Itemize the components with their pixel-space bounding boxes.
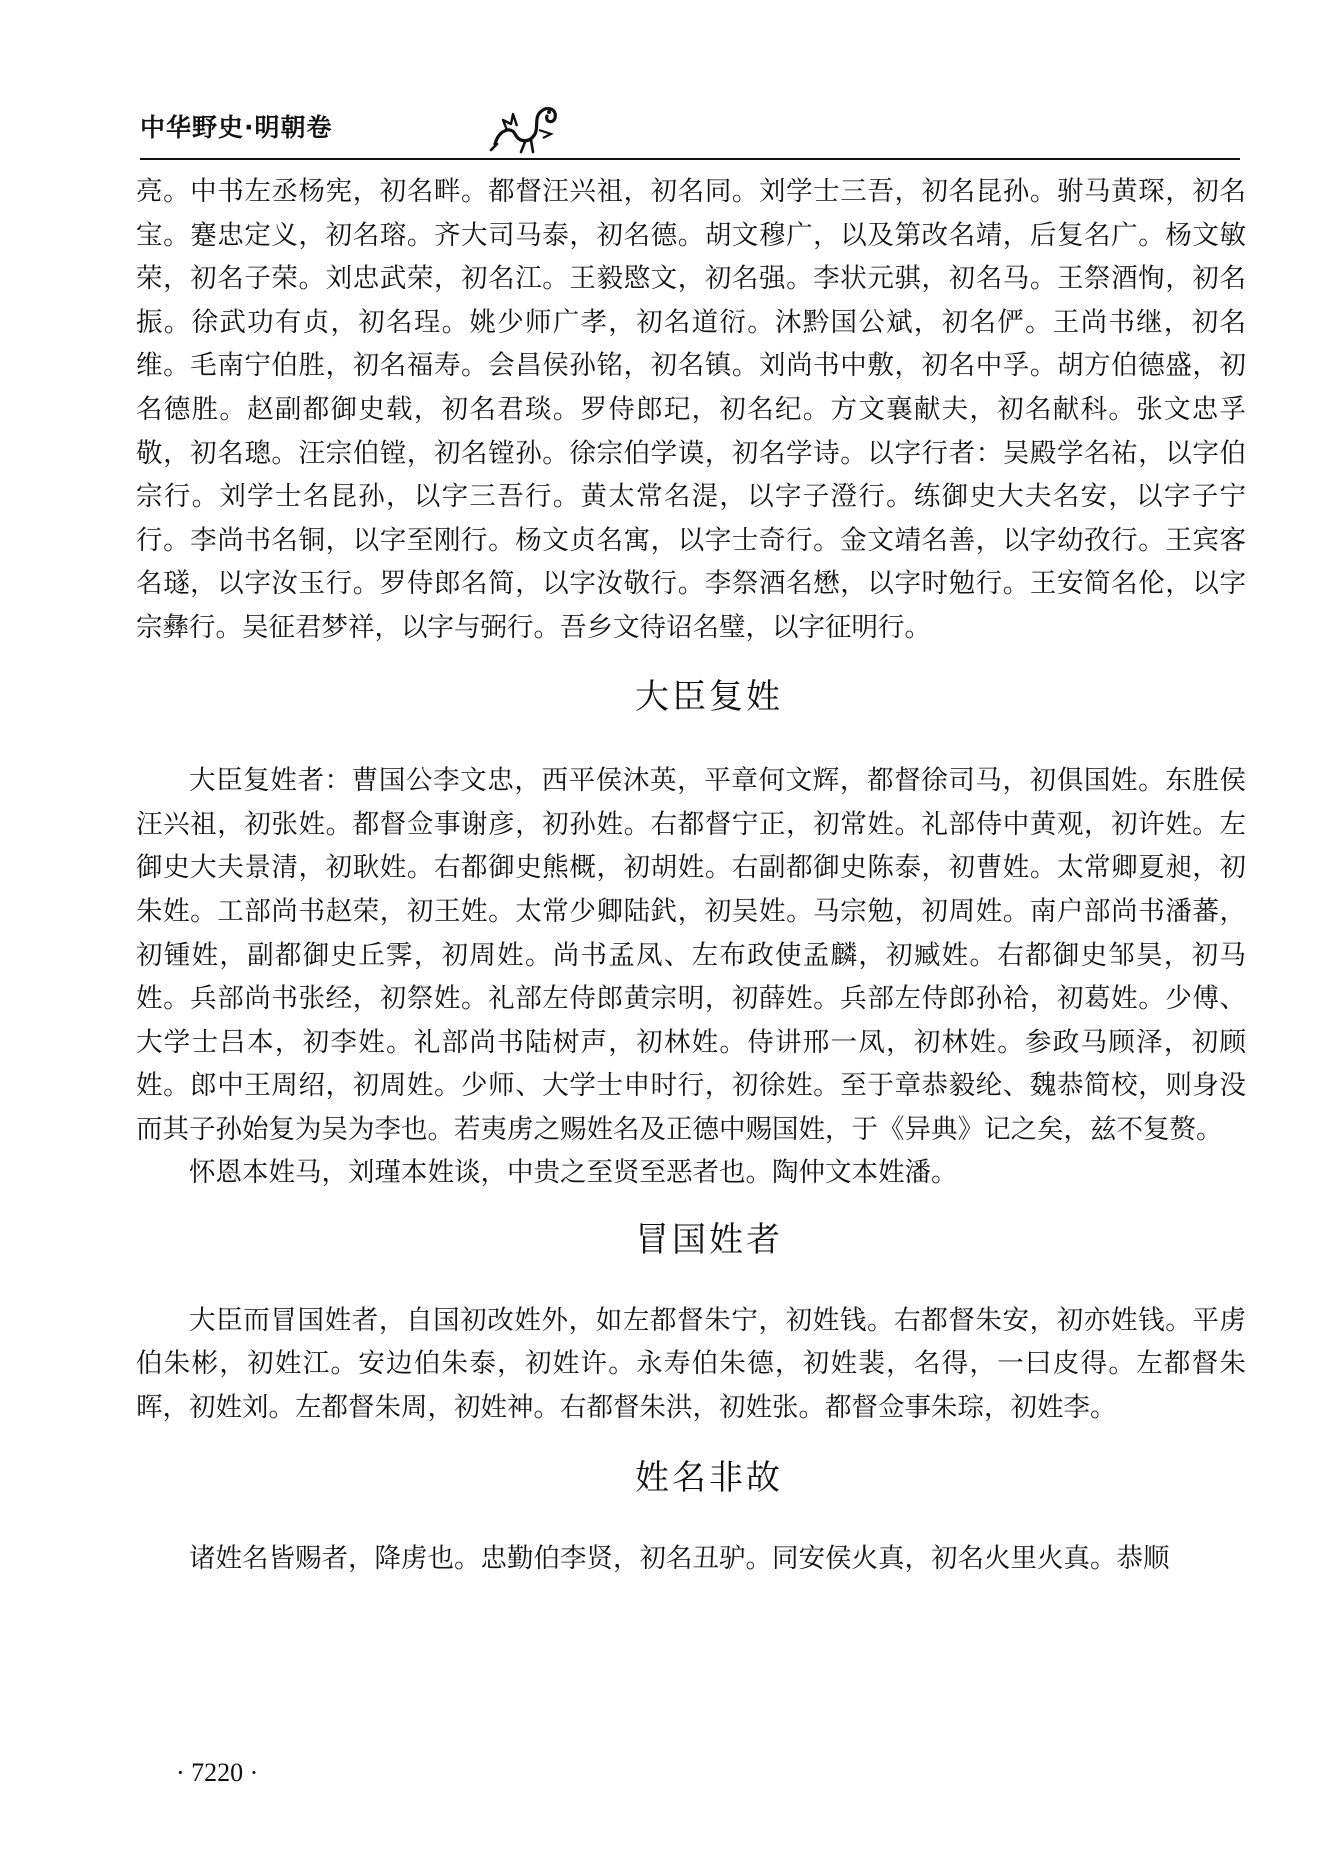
paragraph: 诸姓名皆赐者，降虏也。忠勤伯李贤，初名丑驴。同安侯火真，初名火里火真。恭顺 (189, 1543, 1170, 1575)
page-number: · 7220 · (176, 1758, 259, 1787)
body-text (136, 170, 1246, 1581)
section-heading-imperial-surname: 冒国姓者 (635, 1220, 783, 1261)
paragraph: 大臣而冒国姓者，自国初改姓外，如左都督朱宁，初姓钱。右都督朱安，初亦姓钱。平虏伯朱彬，初姓江。安边伯朱泰，初姓许。永寿伯朱德，初姓裴，名得，一曰皮得。左都督朱晖，初姓刘。左都督朱周，初姓神。右都督朱洪，初姓张。都督佥事朱琮，初姓李。 (136, 1304, 1246, 1423)
paragraph: 大臣复姓者：曹国公李文忠，西平侯沐英，平章何文辉，都督徐司马，初俱国姓。东胜侯汪兴祖，初张姓。都督佥事谢彦，初孙姓。右都督宁正，初常姓。礼部侍中黄观，初许姓。左御史大夫景清，初耿姓。右都御史熊概，初胡姓。右副都御史陈泰，初曹姓。太常卿夏昶，初朱姓。工部尚书赵荣，初王姓。太常少卿陆釴，初吴姓。马宗勉，初周姓。南户部尚书潘蕃，初锺姓，副都御史丘霁，初周姓。尚书孟凤、左布政使孟麟，初臧姓。右都御史邹昊，初马姓。兵部尚书张经，初祭姓。礼部左侍郎黄宗明，初薛姓。兵部左侍郎孙祫，初葛姓。少傅、大学士吕本，初李姓。礼部尚书陆树声，初林姓。侍讲邢一凤，初林姓。参政马顾泽，初顾姓。郎中王周绍，初周姓。少师、大学士申时行，初徐姓。至于章恭毅纶、魏恭简校，则身没而其子孙始复为吴为李也。若夷虏之赐姓名及正德中赐国姓，于《异典》记之矣，兹不复赘。 (136, 765, 1246, 1145)
paragraph: 怀恩本姓马，刘瑾本姓谈，中贵之至贤至恶者也。陶仲文本姓潘。 (189, 1157, 958, 1189)
dragon-emblem-icon (485, 100, 565, 156)
section-heading-names-changed: 姓名非故 (635, 1458, 783, 1499)
header-rule (140, 158, 1240, 160)
running-title: 中华野史·明朝卷 (140, 113, 333, 142)
section-heading-restored-surnames: 大臣复姓 (635, 676, 783, 717)
continued-paragraph: 亮。中书左丞杨宪，初名畔。都督汪兴祖，初名同。刘学士三吾，初名昆孙。驸马黄琛，初名宝。蹇忠定义，初名瑢。齐大司马泰，初名德。胡文穆广，以及第改名靖，后复名广。杨文敏荣，初名子荣。刘忠武荣，初名江。王毅愍文，初名强。李状元骐，初名马。王祭酒恂，初名振。徐武功有贞，初名珵。姚少师广孝，初名道衍。沐黔国公斌，初名俨。王尚书继，初名维。毛南宁伯胜，初名福寿。会昌侯孙铭，初名镇。刘尚书中敷，初名中孚。胡方伯德盛，初名德胜。赵副都御史载，初名君琰。罗侍郎玘，初名纪。方文襄献夫，初名献科。张文忠孚敬，初名璁。汪宗伯镗，初名镗孙。徐宗伯学谟，初名学诗。以字行者：吴殿学名祐，以字伯宗行。刘学士名昆孙，以字三吾行。黄太常名湜，以字子澄行。练御史大夫名安，以字子宁行。李尚书名铜，以字至刚行。杨文贞名寓，以字士奇行。金文靖名善，以字幼孜行。王宾客名璲，以字汝玉行。罗侍郎名简，以字汝敬行。李祭酒名懋，以字时勉行。王安简名伦，以字宗彝行。吴征君梦祥，以字与弼行。吾乡文待诏名璧，以字征明行。 (136, 176, 1246, 643)
running-header (140, 100, 1240, 160)
